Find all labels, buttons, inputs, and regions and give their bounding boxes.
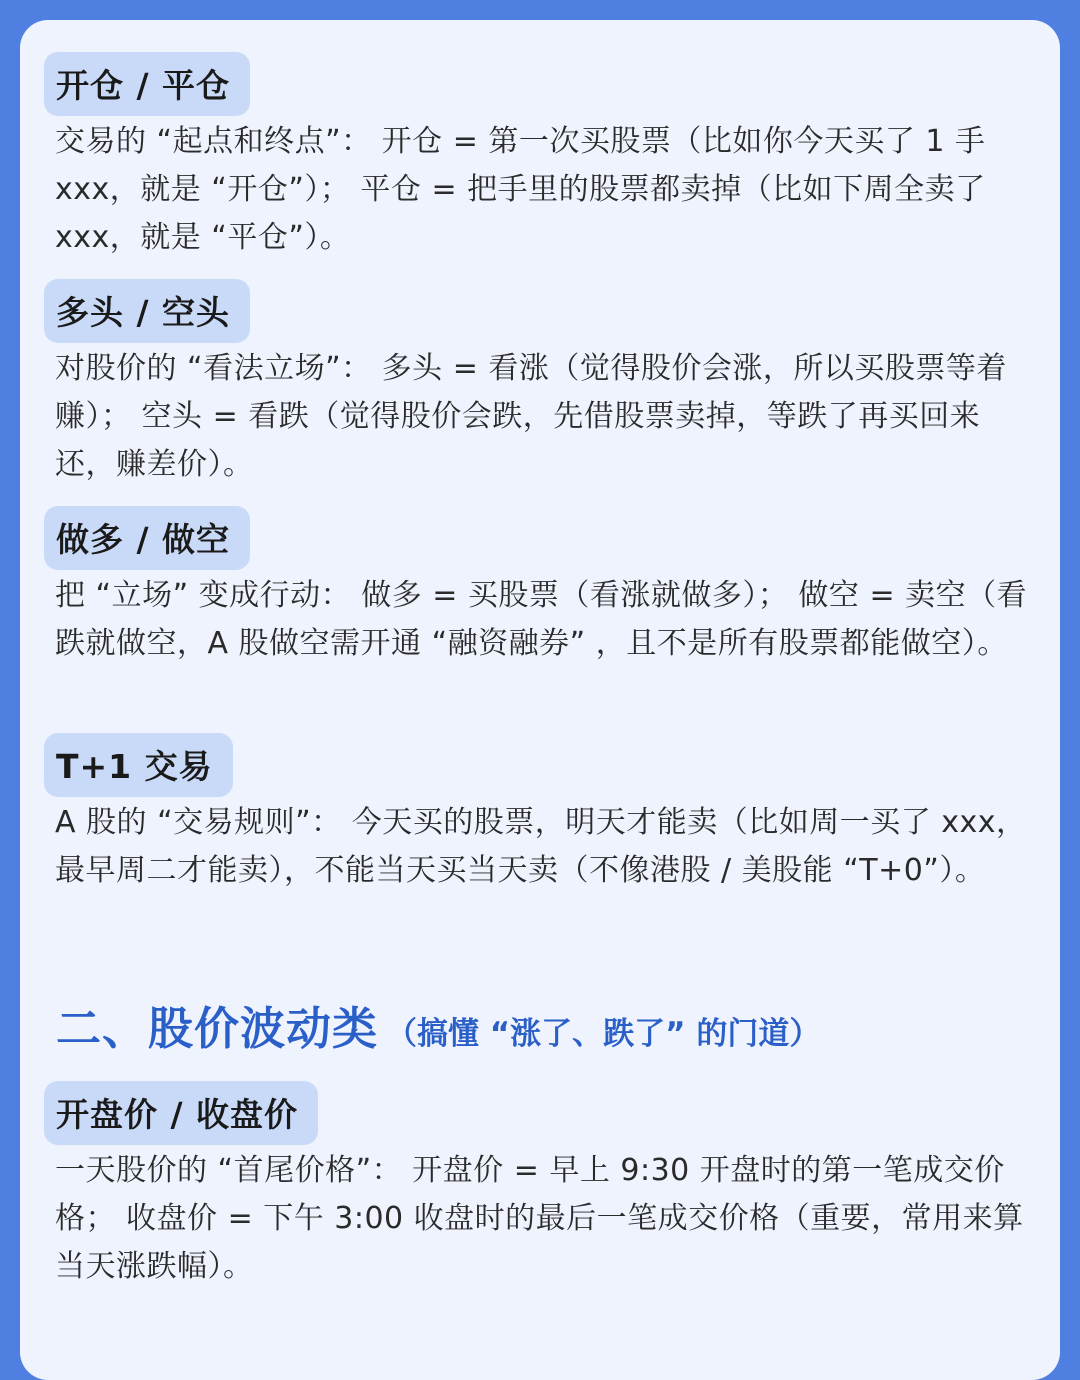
category-subtitle: （搞懂 “涨了、跌了” 的门道） xyxy=(386,1016,821,1052)
term-section-open-close-price xyxy=(44,1081,1034,1291)
term-description: 对股价的 “看法立场”： 多头 = 看涨（觉得股价会涨，所以买股票等着赚）； 空头 = 看跌（觉得股价会跌，先借股票卖掉，等跌了再买回来还，赚差价）。 xyxy=(55,351,1007,482)
term-section-long-short xyxy=(44,279,1034,489)
content-card xyxy=(20,20,1060,1380)
term-tag: 多头 / 空头 xyxy=(44,279,250,343)
category-heading xyxy=(56,992,820,1057)
term-description: 交易的 “起点和终点”： 开仓 = 第一次买股票（比如你今天买了 1 手 xxx，就是 “开仓”）； 平仓 = 把手里的股票都卖掉（比如下周全卖了 xxx，就是 “平仓”）。 xyxy=(55,124,986,255)
term-section-open-close xyxy=(44,52,1034,262)
term-description: A 股的 “交易规则”： 今天买的股票，明天才能卖（比如周一买了 xxx，最早周二才能卖），不能当天买当天卖（不像港股 / 美股能 “T+0”）。 xyxy=(55,805,1027,888)
category-title: 二、股价波动类 xyxy=(56,1002,379,1055)
term-tag: 开仓 / 平仓 xyxy=(44,52,250,116)
term-section-t-plus-one xyxy=(44,733,1034,895)
term-tag: 做多 / 做空 xyxy=(44,506,250,570)
term-description: 一天股价的 “首尾价格”： 开盘价 = 早上 9:30 开盘时的第一笔成交价格； 收盘价 = 下午 3:00 收盘时的最后一笔成交价格（重要，常用来算当天涨跌幅）。 xyxy=(55,1153,1024,1284)
term-tag: 开盘价 / 收盘价 xyxy=(44,1081,318,1145)
term-section-go-long-short xyxy=(44,506,1034,668)
term-tag: T+1 交易 xyxy=(44,733,233,797)
term-description: 把 “立场” 变成行动： 做多 = 买股票（看涨就做多）； 做空 = 卖空（看跌就做空，A 股做空需开通 “融资融券” ，且不是所有股票都能做空）。 xyxy=(55,578,1028,661)
